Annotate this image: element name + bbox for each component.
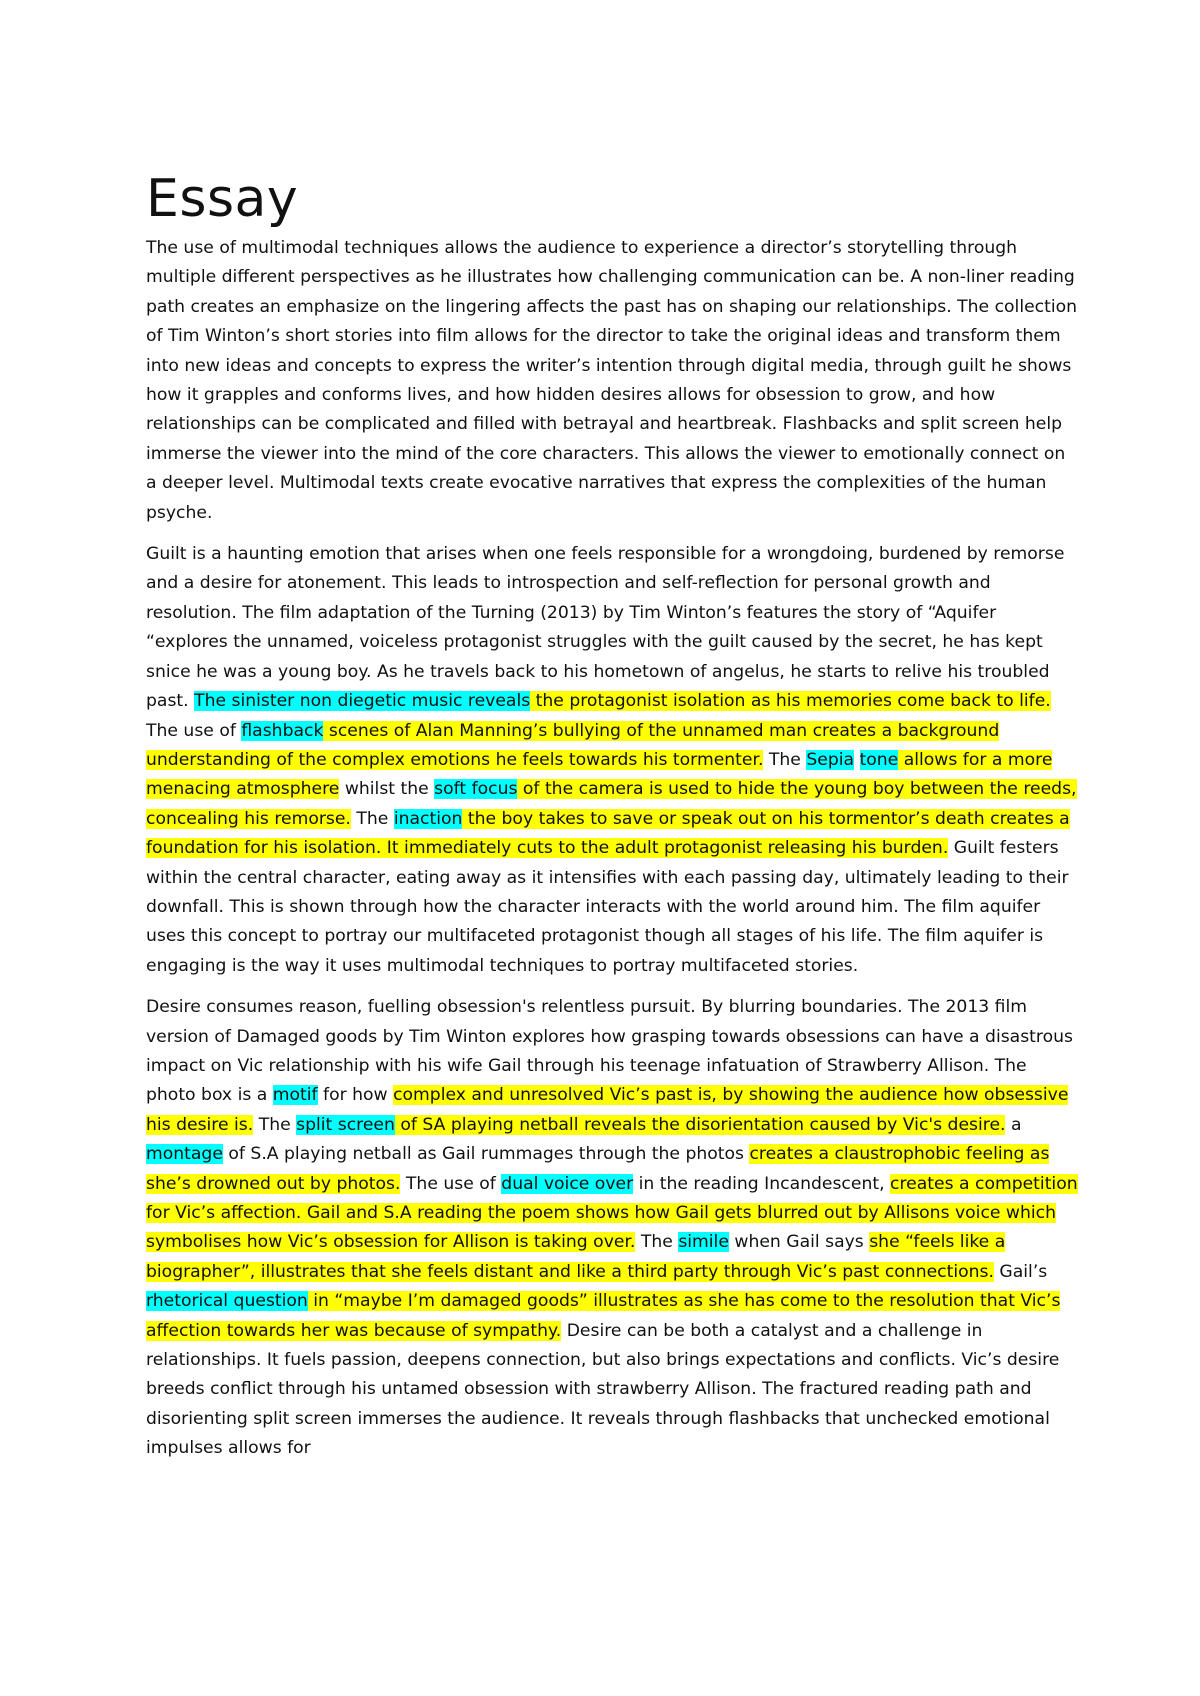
highlighted-text-yellow: the protagonist isolation as his memories come back to life. [530,691,1051,712]
text-run: The [350,808,394,829]
text-run: The [635,1232,679,1253]
text-run: The [253,1114,297,1135]
text-run: Gail’s [993,1261,1048,1282]
highlighted-text-cyan: simile [678,1232,729,1253]
document-body [146,168,1078,1476]
paragraph [146,540,1078,981]
text-run: The use of [146,720,242,741]
paragraph-container [146,234,1078,1464]
text-run: whilst the [339,779,435,800]
highlighted-text-cyan: soft focus [434,779,518,800]
highlighted-text-cyan: rhetorical question [146,1291,308,1312]
paragraph [146,993,1078,1464]
paragraph [146,234,1078,528]
text-run: The use of multimodal techniques allows the audience to experience a director’s storytelling through multiple different perspectives as he illustrates how challenging communication can be. A non-liner reading path creates an emphasize on the lingering affects the past has on shaping our relationships. The collection of Tim Winton’s short stories into film allows for the director to take the original ideas and transform them into new ideas and concepts to express the writer’s intention through digital media, through guilt he shows how it grapples and conforms lives, and how hidden desires allows for obsession to grow, and how relationships can be complicated and filled with betrayal and heartbreak. Flashbacks and split screen help immerse the viewer into the mind of the core characters. This allows the viewer to emotionally connect on a deeper level. Multimodal texts create evocative narratives that express the complexities of the human psyche. [146,238,1078,523]
highlighted-text-cyan: Sepia [806,749,855,770]
text-run: in the reading Incandescent, [633,1173,891,1194]
text-run: Desire can be both a catalyst and a challenge in relationships. It fuels passion, deepens connection, but also brings expectations and conflicts. Vic’s desire breeds conflict through his untamed obsession with strawberry Allison. The fractured reading path and disorienting split screen immerses the audience. It reveals through flashbacks that unchecked emotional impulses allows for [146,1320,1060,1459]
text-run: of S.A playing netball as Gail rummages through the photos [222,1144,750,1165]
highlighted-text-cyan: tone [859,749,899,770]
text-run: for how [317,1085,394,1106]
text-run: The use of [400,1173,502,1194]
highlighted-text-cyan: dual voice over [501,1173,634,1194]
highlighted-text-cyan: montage [146,1144,223,1165]
highlighted-text-cyan: split screen [296,1114,395,1135]
highlighted-text-yellow: in “maybe I’m damaged goods” illustrates as she has come to the resolution that Vic’s affection towards her was because of sympathy. [146,1291,1061,1341]
text-run: when Gail says [728,1232,870,1253]
highlighted-text-yellow: allows for a more menacing atmosphere [146,749,1053,800]
text-run: Desire consumes reason, fuelling obsession's relentless pursuit. By blurring boundaries. The 2013 film version of Damaged goods by Tim Winton explores how grasping towards obsessions can have a disastrous impact on Vic relationship with his wife Gail through his teenage infatuation of Strawberry Allison. The photo box is a [146,997,1073,1106]
document-title: Essay [146,169,299,229]
text-run: Guilt is a haunting emotion that arises when one feels responsible for a wrongdoing, burdened by remorse and a desire for atonement. This leads to introspection and self-reflection for personal growth and resolution. The film adaptation of the Turning (2013) by Tim Winton’s features the story of “Aquifer “explores the unnamed, voiceless protagonist struggles with the guilt caused by the secret, he has kept snice he was a young boy. As he travels back to his hometown of angelus, he starts to relive his troubled past. [146,544,1065,712]
highlighted-text-cyan: The sinister non diegetic music reveals [194,691,531,712]
highlighted-text-cyan: flashback [241,720,324,741]
text-run [854,750,859,770]
highlighted-text-yellow: scenes of Alan Manning’s bullying of the unnamed man creates a background understanding of the complex emotions he feels towards his tormenter. [146,720,1000,770]
highlighted-text-cyan: inaction [393,808,463,829]
highlighted-text-yellow: creates a competition for Vic’s affection. Gail and S.A reading the poem shows how Gail gets blurred out by Allisons voice which symbolises how Vic’s obsession for Allison is taking over. [146,1173,1078,1253]
highlighted-text-yellow: of SA playing netball reveals the disorientation caused by Vic's desire. [394,1114,1006,1135]
text-run: a [1005,1114,1022,1135]
highlighted-text-yellow: she “feels like a biographer”, illustrates that she feels distant and like a third party through Vic’s past connections. [146,1232,1006,1282]
highlighted-text-yellow: complex and unresolved Vic’s past is, by showing the audience how obsessive his desire is. [146,1085,1069,1135]
text-run: The [763,749,807,770]
text-run: Guilt festers within the central character, eating away as it intensifies with each passing day, ultimately leading to their downfall. This is shown through how the character interacts with the world around him. The film aquifer uses this concept to portray our multifaceted protagonist though all stages of his life. The film aquifer is engaging is the way it uses multimodal techniques to portray multifaceted stories. [146,838,1069,976]
highlighted-text-cyan: motif [272,1085,318,1106]
highlighted-text-yellow: of the camera is used to hide the young boy between the reeds, concealing his remorse. [146,779,1077,829]
highlighted-text-yellow: creates a claustrophobic feeling as she’s drowned out by photos. [146,1144,1050,1194]
highlighted-text-yellow: the boy takes to save or speak out on his tormentor’s death creates a foundation for his isolation. It immediately cuts to the adult protagonist releasing his burden. [146,808,1070,859]
